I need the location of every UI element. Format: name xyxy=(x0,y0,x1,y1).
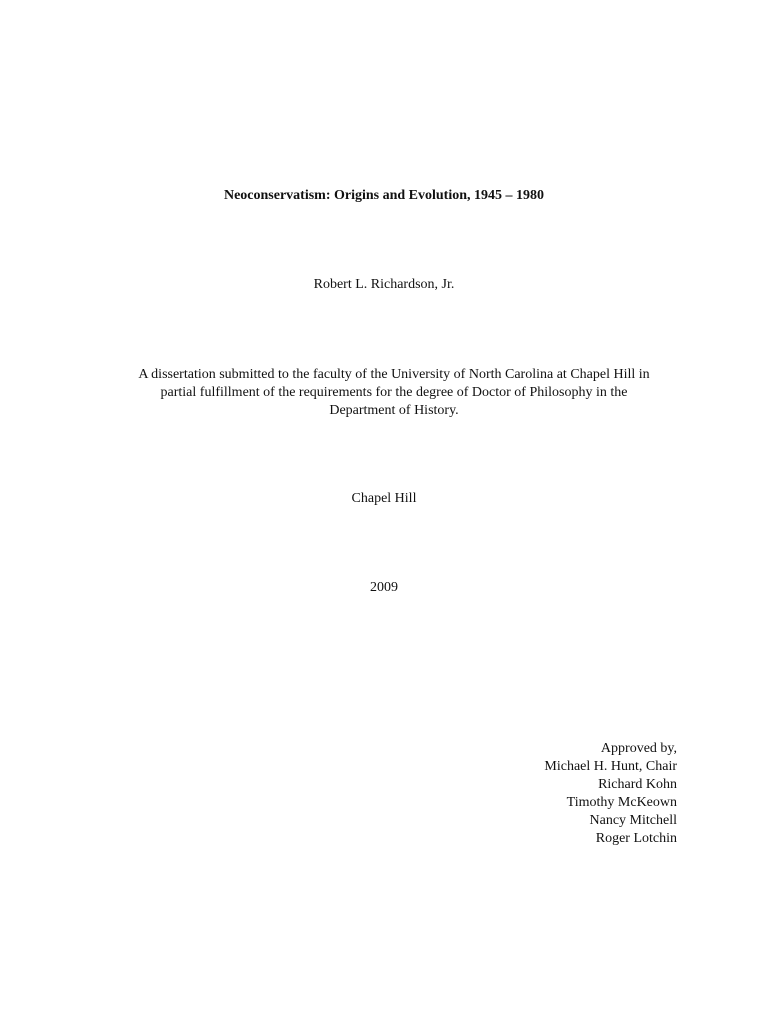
statement-line: partial fulfillment of the requirements for the degree of Doctor of Philosophy in the xyxy=(160,385,628,400)
place: Chapel Hill xyxy=(351,491,417,506)
approval-committee xyxy=(377,740,677,848)
statement-line: Department of History. xyxy=(329,403,459,418)
committee-member: Timothy McKeown xyxy=(566,795,677,810)
committee-member: Roger Lotchin xyxy=(595,831,677,846)
committee-member: Richard Kohn xyxy=(598,777,677,792)
statement-line: A dissertation submitted to the faculty of the University of North Carolina at Chapel Hill in xyxy=(138,367,650,382)
author-name: Robert L. Richardson, Jr. xyxy=(313,277,455,292)
year: 2009 xyxy=(370,580,398,595)
dissertation-title: Neoconservatism: Origins and Evolution, 1945 – 1980 xyxy=(223,188,545,203)
committee-member: Nancy Mitchell xyxy=(589,813,677,828)
submission-statement xyxy=(104,366,684,420)
approval-heading: Approved by, xyxy=(600,741,677,756)
committee-member: Michael H. Hunt, Chair xyxy=(544,759,677,774)
